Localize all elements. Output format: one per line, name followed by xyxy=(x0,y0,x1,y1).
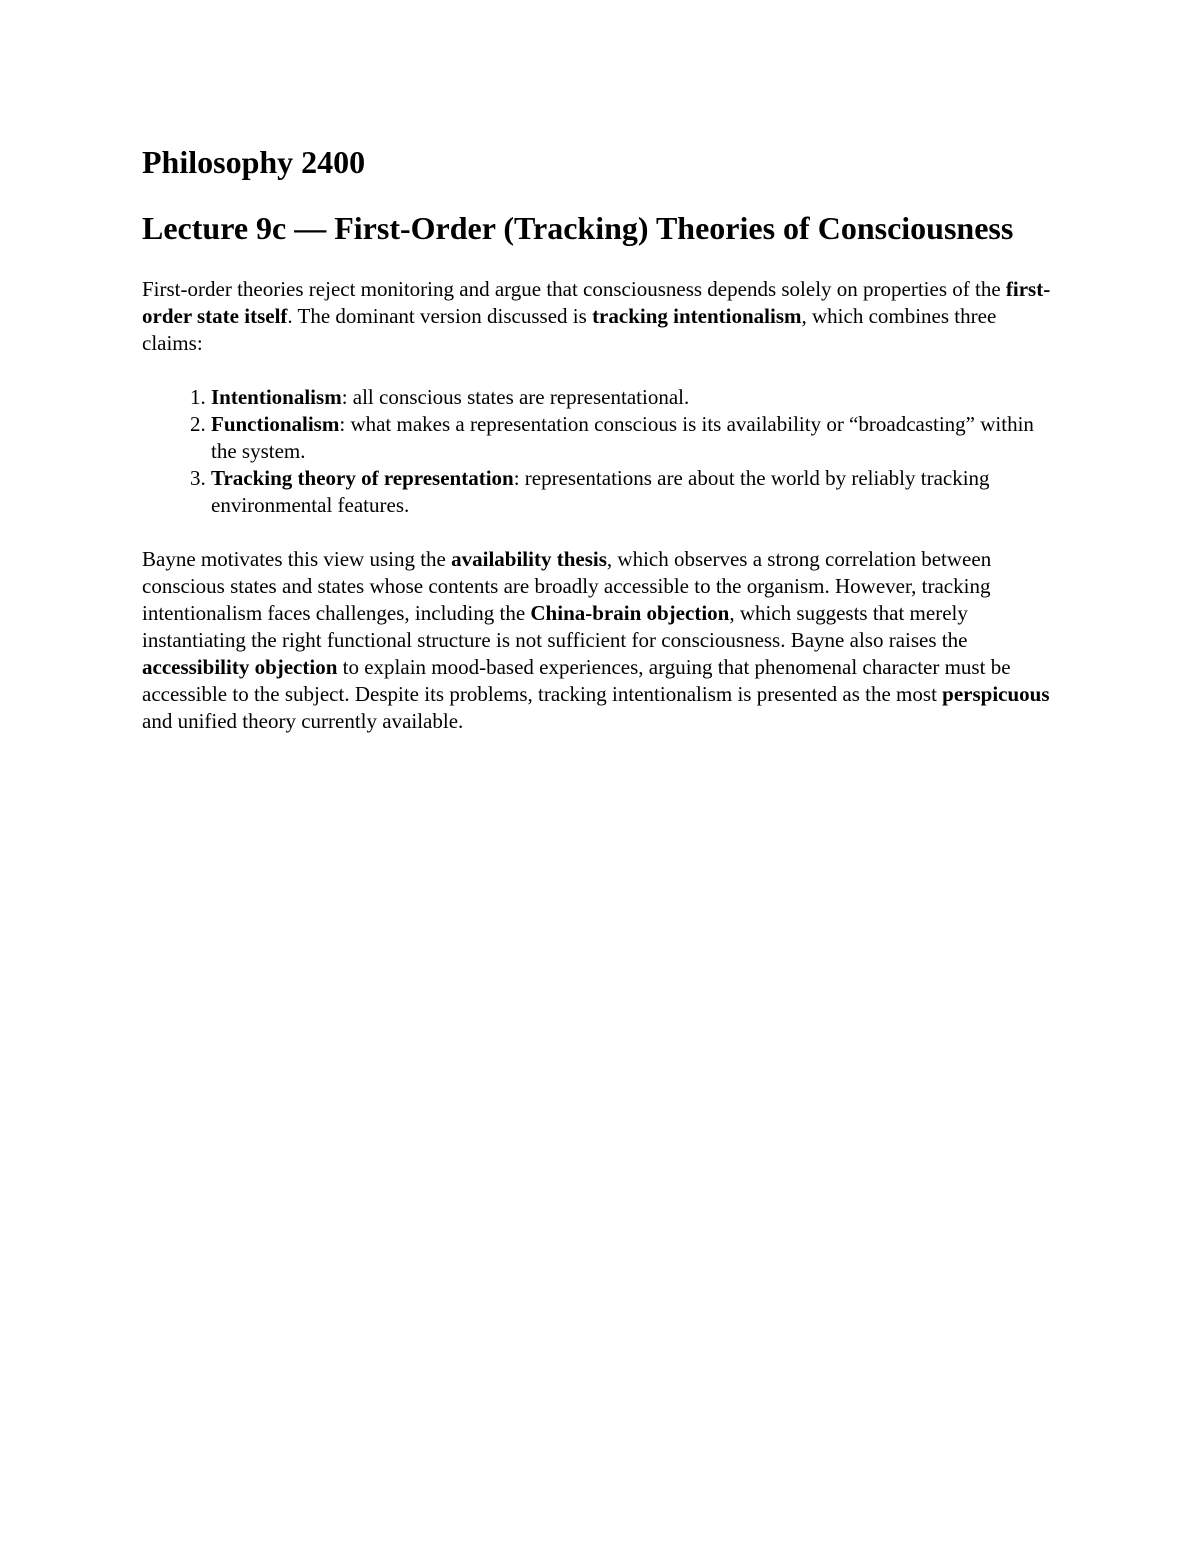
intro-text-3: , which combines three claims: xyxy=(142,304,997,355)
claim-item xyxy=(211,384,1062,411)
course-title: Philosophy 2400 xyxy=(142,144,366,180)
claim-item xyxy=(211,411,1062,465)
claim-item xyxy=(211,465,1062,519)
claim-term: Tracking theory of representation xyxy=(211,466,514,490)
summary-bold-3: accessibility objection xyxy=(142,655,338,679)
document-content xyxy=(142,140,1062,735)
lecture-title: Lecture 9c — First-Order (Tracking) Theories of Consciousness xyxy=(142,210,1014,246)
summary-text-3: , which suggests that merely instantiating the right functional structure is not sufficient for consciousness. Bayne also raises the xyxy=(142,601,968,652)
summary-text-4: to explain mood-based experiences, arguing that phenomenal character must be accessible to the subject. Despite its problems, tracking intentionalism is presented as the most xyxy=(142,655,1011,706)
summary-text-2: , which observes a strong correlation between conscious states and states whose contents are broadly accessible to the organism. However, tracking intentionalism faces challenges, including the xyxy=(142,547,992,625)
intro-paragraph xyxy=(142,276,1062,357)
claim-term: Functionalism xyxy=(211,412,340,436)
claim-text: : what makes a representation conscious is its availability or “broadcasting” within the system. xyxy=(211,412,1034,463)
summary-bold-2: China-brain objection xyxy=(530,601,730,625)
intro-bold-2: tracking intentionalism xyxy=(592,304,802,328)
summary-text-5: and unified theory currently available. xyxy=(142,709,464,733)
intro-bold-1: first-order state itself xyxy=(142,277,1051,328)
summary-bold-1: availability thesis xyxy=(451,547,607,571)
summary-text-1: Bayne motivates this view using the xyxy=(142,547,452,571)
intro-text-2: . The dominant version discussed is xyxy=(287,304,593,328)
summary-bold-4: perspicuous xyxy=(942,682,1050,706)
claim-term: Intentionalism xyxy=(211,385,342,409)
claim-text: : all conscious states are representational. xyxy=(341,385,690,409)
intro-text-1: First-order theories reject monitoring and argue that consciousness depends solely on properties of the xyxy=(142,277,1006,301)
claims-list xyxy=(142,384,1062,519)
claim-text: : representations are about the world by reliably tracking environmental features. xyxy=(211,466,990,517)
summary-paragraph xyxy=(142,546,1062,735)
